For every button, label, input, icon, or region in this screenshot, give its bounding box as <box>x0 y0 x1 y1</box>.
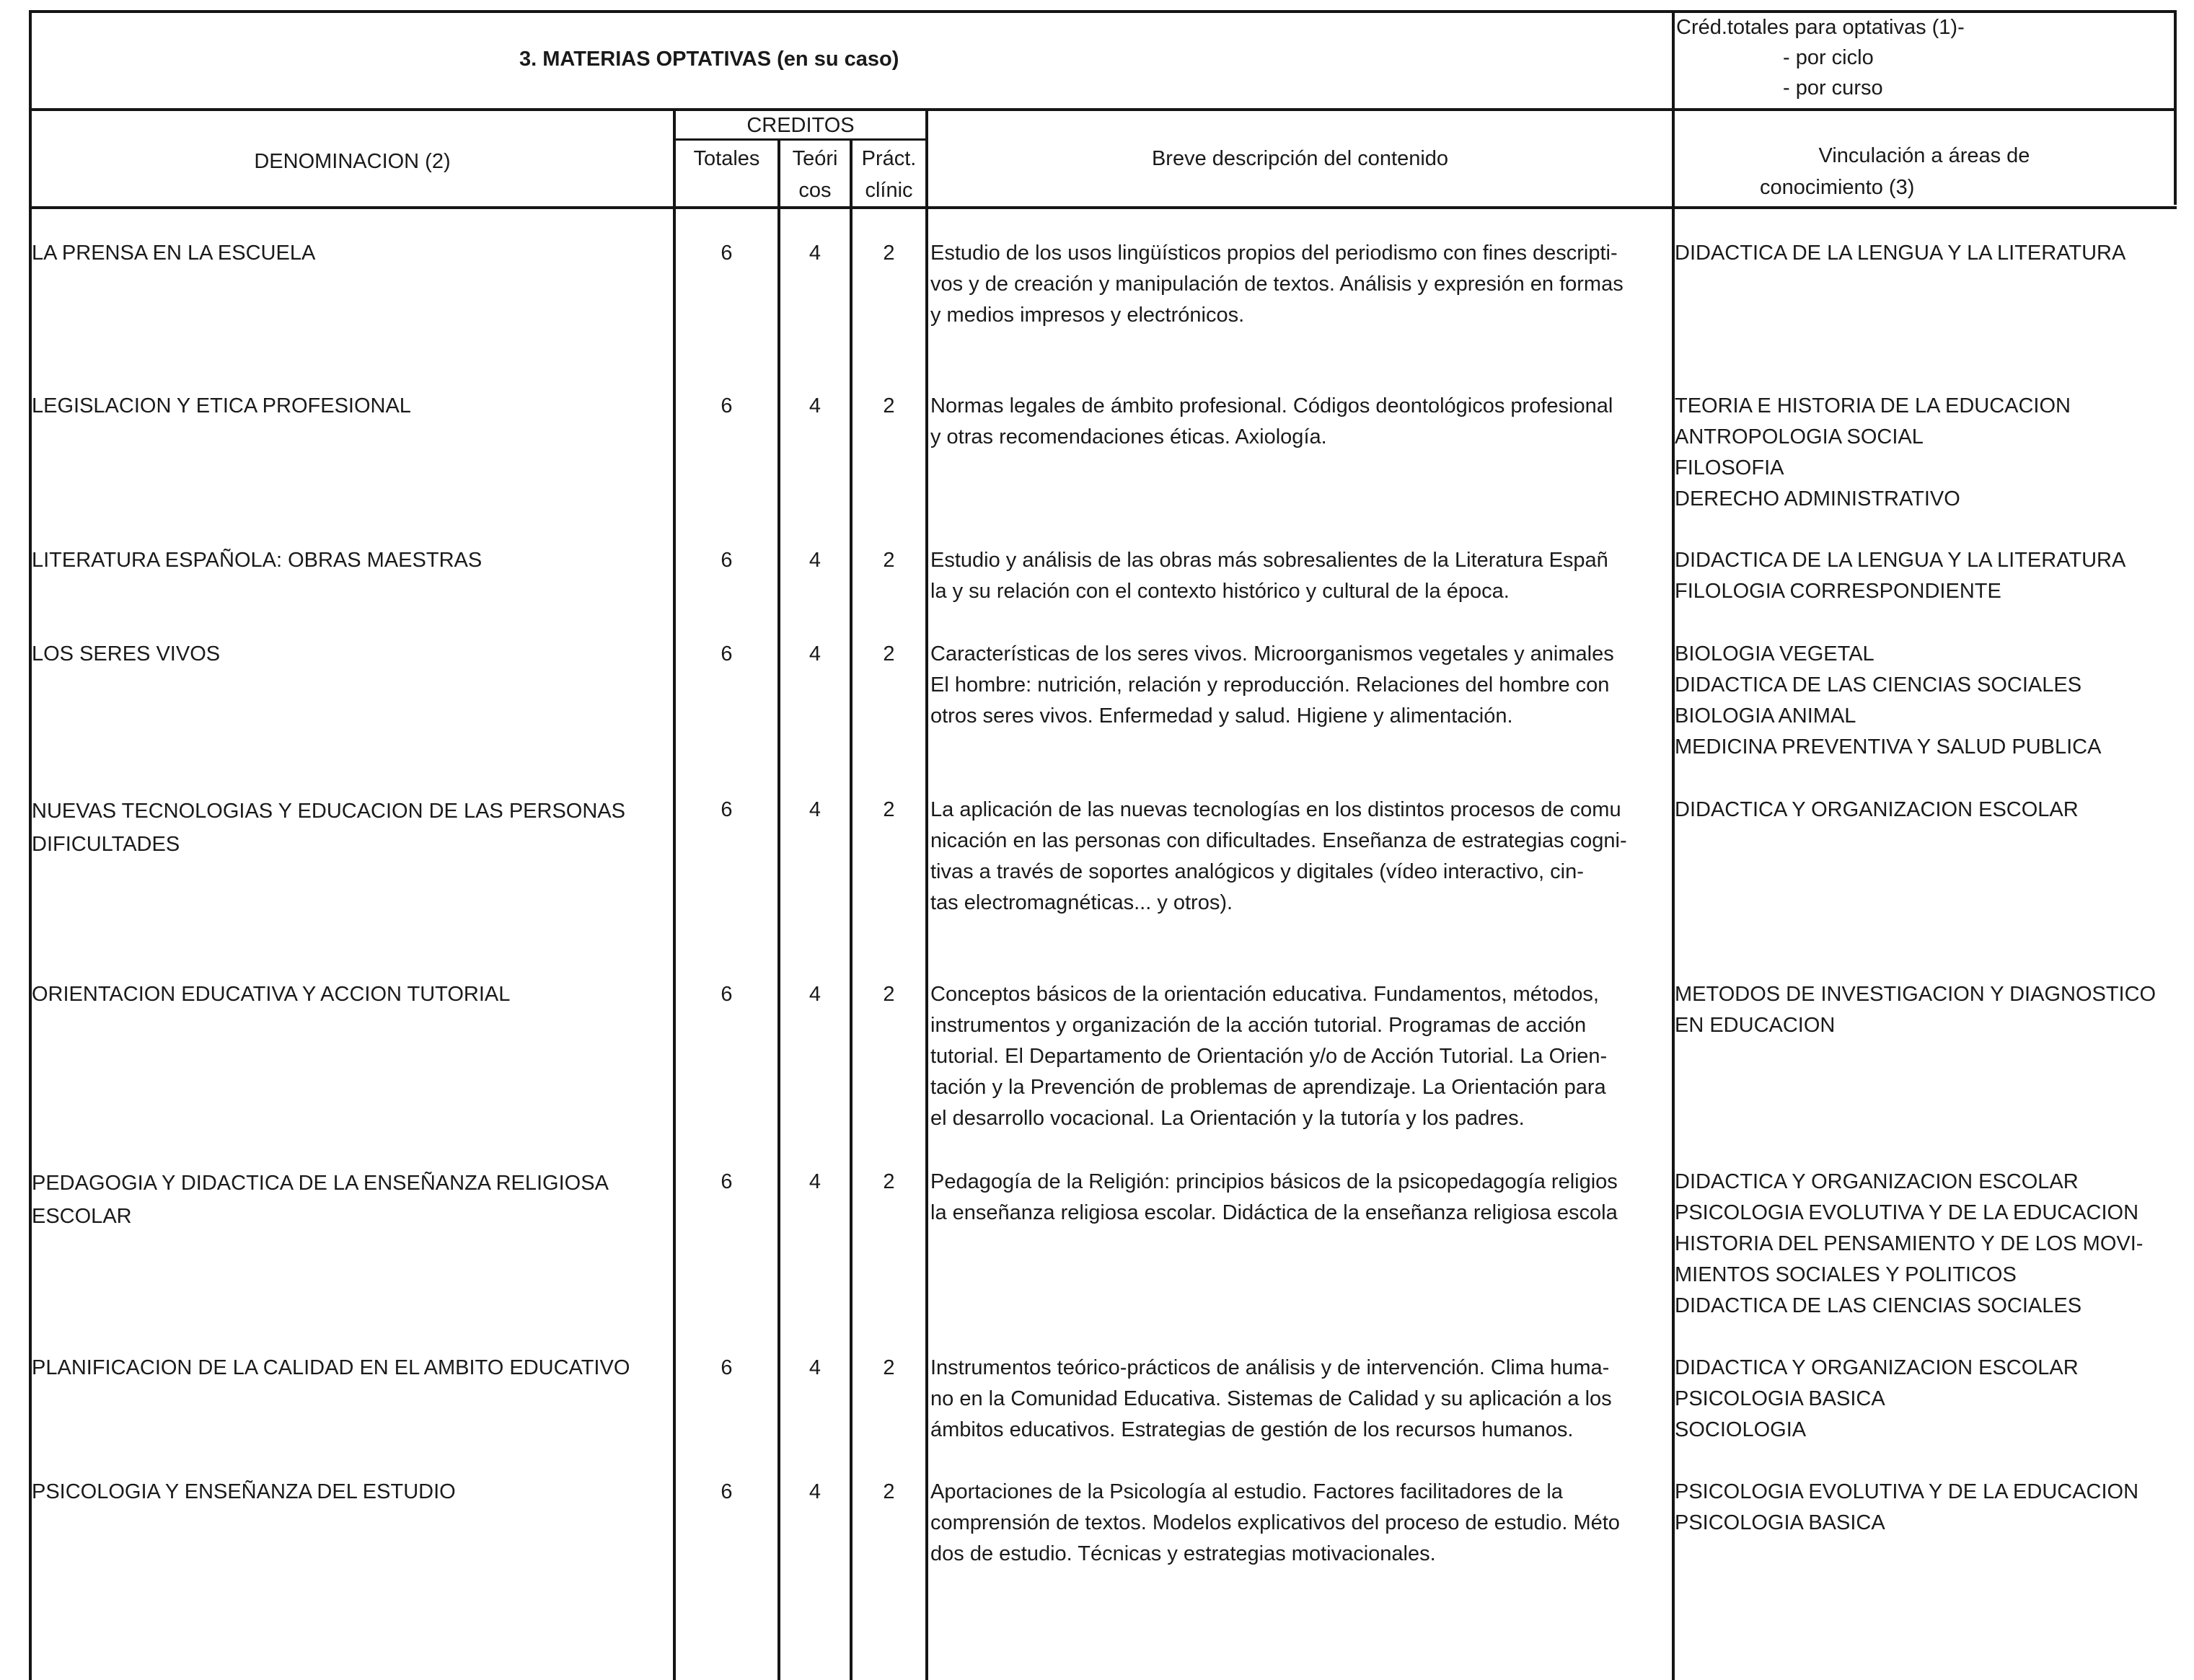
vinculacion-header-line2: conocimiento (3) <box>1760 176 1915 199</box>
col-divider-descripcion <box>925 111 928 1680</box>
row-practicos: 2 <box>883 1170 895 1193</box>
row-denominacion: PEDAGOGIA Y DIDACTICA DE LA ENSEÑANZA RELIGIOSA ESCOLAR <box>32 1172 609 1228</box>
row-practicos: 2 <box>883 798 895 821</box>
row-teoricos: 4 <box>809 798 821 821</box>
row-denominacion: PSICOLOGIA Y ENSEÑANZA DEL ESTUDIO <box>32 1480 456 1503</box>
row-totales: 6 <box>721 798 733 821</box>
row-totales: 6 <box>721 1356 733 1379</box>
right-border <box>2174 10 2177 205</box>
row-teoricos: 4 <box>809 983 821 1006</box>
row-descripcion: Aportaciones de la Psicología al estudio. Factores facilitadores de la comprensión de textos. Modelos explicativos del proceso de estudio. Méto dos de estudio. Técnicas y estrategias motivacionales. <box>930 1480 1620 1565</box>
area-item: DIDACTICA DE LA LENGUA Y LA LITERATURA <box>1675 549 2126 572</box>
row-totales: 6 <box>721 242 733 265</box>
row-practicos: 2 <box>883 983 895 1006</box>
row-teoricos: 4 <box>809 1170 821 1193</box>
row-teoricos: 4 <box>809 1356 821 1379</box>
totales-header: Totales <box>693 147 760 170</box>
section-title: 3. MATERIAS OPTATIVAS (en su caso) <box>519 48 899 71</box>
por-ciclo-label: - por ciclo <box>1783 46 1874 69</box>
row-descripcion: Pedagogía de la Religión: principios básicos de la psicopedagogía religios la enseñanza religiosa escolar. Didáctica de la enseñanza religiosa escola <box>930 1170 1618 1224</box>
col-divider-totales <box>673 111 676 1680</box>
por-curso-label: - por curso <box>1783 76 1883 100</box>
row-descripcion: La aplicación de las nuevas tecnologías en los distintos procesos de comu nicación en las personas con dificultades. Enseñanza de estrategias cogni- tivas a través de soportes analógicos y digitales (vídeo interactivo, cin- tas electromagnéticas... y otros). <box>930 798 1627 914</box>
row-areas <box>1675 1477 2188 1539</box>
row-denominacion: LITERATURA ESPAÑOLA: OBRAS MAESTRAS <box>32 549 483 572</box>
denominacion-header: DENOMINACION (2) <box>254 150 451 173</box>
row-areas <box>1675 795 2188 826</box>
vinculacion-header-line1: Vinculación a áreas de <box>1818 144 2030 167</box>
column-header-bottom <box>29 206 2177 209</box>
area-item: EN EDUCACION <box>1675 1014 1836 1037</box>
area-item: METODOS DE INVESTIGACION Y DIAGNOSTICO <box>1675 983 2156 1006</box>
row-totales: 6 <box>721 394 733 417</box>
row-denominacion: NUEVAS TECNOLOGIAS Y EDUCACION DE LAS PERSONAS DIFICULTADES <box>32 800 625 856</box>
area-item: FILOSOFIA <box>1675 456 1784 479</box>
area-item: HISTORIA DEL PENSAMIENTO Y DE LOS MOVI- <box>1675 1232 2144 1255</box>
header-divider <box>29 108 2177 111</box>
area-item: PSICOLOGIA EVOLUTIVA Y DE LA EDUCACION <box>1675 1201 2139 1224</box>
row-totales: 6 <box>721 1170 733 1193</box>
row-descripcion: Instrumentos teórico-prácticos de análisis y de intervención. Clima huma- no en la Comunidad Educativa. Sistemas de Calidad y su aplicación a los ámbitos educativos. Estrategias de gestión de los recursos humanos. <box>930 1356 1612 1441</box>
row-descripcion: Estudio de los usos lingüísticos propios del periodismo con fines descripti- vos y de creación y manipulación de textos. Análisis y expresión en formas y medios impresos y electrónicos. <box>930 242 1624 327</box>
row-totales: 6 <box>721 642 733 666</box>
row-areas <box>1675 639 2188 763</box>
row-teoricos: 4 <box>809 394 821 417</box>
col-divider-teoricos <box>777 140 780 1680</box>
area-item: DIDACTICA DE LAS CIENCIAS SOCIALES <box>1675 673 2082 697</box>
row-areas <box>1675 238 2188 269</box>
creditos-header: CREDITOS <box>746 114 855 137</box>
area-item: BIOLOGIA ANIMAL <box>1675 704 1856 728</box>
row-descripcion: Estudio y análisis de las obras más sobresalientes de la Literatura Españ la y su relación con el contexto histórico y cultural de la época. <box>930 549 1608 603</box>
row-descripcion: Características de los seres vivos. Microorganismos vegetales y animales El hombre: nutrición, relación y reproducción. Relaciones del hombre con otros seres vivos. Enfermedad y salud. Higiene y alimentación. <box>930 642 1614 728</box>
area-item: DIDACTICA Y ORGANIZACION ESCOLAR <box>1675 1170 2079 1193</box>
area-item: PSICOLOGIA BASICA <box>1675 1511 1885 1534</box>
area-item: SOCIOLOGIA <box>1675 1418 1807 1441</box>
row-totales: 6 <box>721 549 733 572</box>
area-item: DIDACTICA Y ORGANIZACION ESCOLAR <box>1675 1356 2079 1379</box>
area-item: PSICOLOGIA EVOLUTIVA Y DE LA EDUCACION <box>1675 1480 2139 1503</box>
row-practicos: 2 <box>883 394 895 417</box>
row-denominacion: LOS SERES VIVOS <box>32 642 221 666</box>
row-descripcion: Normas legales de ámbito profesional. Códigos deontológicos profesional y otras recomendaciones éticas. Axiología. <box>930 394 1613 448</box>
row-practicos: 2 <box>883 1480 895 1503</box>
row-practicos: 2 <box>883 549 895 572</box>
row-denominacion: LA PRENSA EN LA ESCUELA <box>32 242 316 265</box>
area-item: ANTROPOLOGIA SOCIAL <box>1675 425 1924 448</box>
row-practicos: 2 <box>883 1356 895 1379</box>
row-areas <box>1675 979 2188 1041</box>
row-teoricos: 4 <box>809 549 821 572</box>
col-divider-practicos <box>850 140 853 1680</box>
area-item: MIENTOS SOCIALES Y POLITICOS <box>1675 1263 2017 1286</box>
area-item: MEDICINA PREVENTIVA Y SALUD PUBLICA <box>1675 735 2102 759</box>
teoricos-header-line1: Teóri <box>792 147 838 170</box>
area-item: DIDACTICA DE LA LENGUA Y LA LITERATURA <box>1675 242 2126 265</box>
area-item: DIDACTICA DE LAS CIENCIAS SOCIALES <box>1675 1294 2082 1317</box>
area-item: DERECHO ADMINISTRATIVO <box>1675 487 1960 510</box>
area-item: BIOLOGIA VEGETAL <box>1675 642 1874 666</box>
row-totales: 6 <box>721 983 733 1006</box>
breve-descripcion-header: Breve descripción del contenido <box>1151 147 1449 170</box>
row-areas <box>1675 1353 2188 1446</box>
area-item: DIDACTICA Y ORGANIZACION ESCOLAR <box>1675 798 2079 821</box>
row-denominacion: ORIENTACION EDUCATIVA Y ACCION TUTORIAL <box>32 983 511 1006</box>
practicos-header-line2: clínic <box>865 179 913 202</box>
area-item: PSICOLOGIA BASICA <box>1675 1387 1885 1410</box>
row-areas <box>1675 1167 2188 1322</box>
practicos-header-line1: Práct. <box>861 147 917 170</box>
area-item: TEORIA E HISTORIA DE LA EDUCACION <box>1675 394 2071 417</box>
area-item: FILOLOGIA CORRESPONDIENTE <box>1675 580 2001 603</box>
row-teoricos: 4 <box>809 642 821 666</box>
cred-totales-label: Créd.totales para optativas (1)- <box>1676 16 1965 39</box>
row-areas <box>1675 545 2188 607</box>
teoricos-header-line2: cos <box>798 179 832 202</box>
row-practicos: 2 <box>883 242 895 265</box>
row-areas <box>1675 391 2188 515</box>
row-teoricos: 4 <box>809 242 821 265</box>
row-descripcion: Conceptos básicos de la orientación educativa. Fundamentos, métodos, instrumentos y organización de la acción tutorial. Programas de acción tutorial. El Departamento de Orientación y/o de Acción Tutorial. La Orien- tación y la Prevención de problemas de aprendizaje. La Orientación para el desarrollo vocacional. La Orientación y la tutoría y los padres. <box>930 983 1608 1130</box>
row-practicos: 2 <box>883 642 895 666</box>
row-denominacion: PLANIFICACION DE LA CALIDAD EN EL AMBITO EDUCATIVO <box>32 1356 630 1379</box>
row-totales: 6 <box>721 1480 733 1503</box>
row-teoricos: 4 <box>809 1480 821 1503</box>
row-denominacion: LEGISLACION Y ETICA PROFESIONAL <box>32 394 411 417</box>
